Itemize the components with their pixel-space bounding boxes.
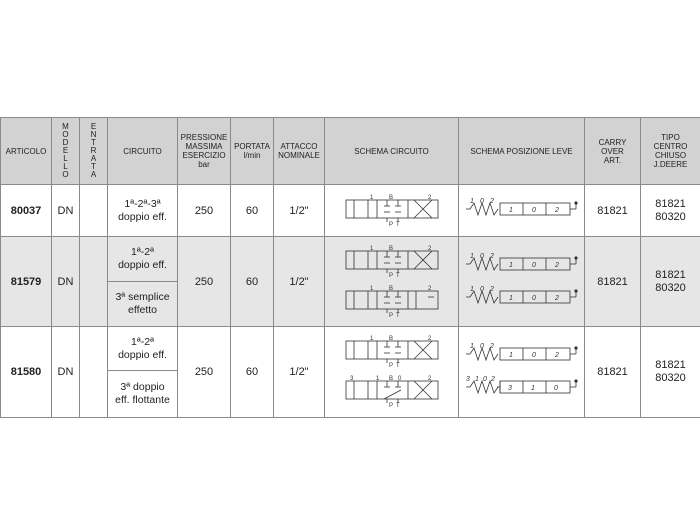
- svg-text:0: 0: [553, 385, 558, 392]
- carry-over-cell: 81821: [585, 327, 641, 418]
- carry-over-cell: 81821: [585, 185, 641, 237]
- svg-text:1: 1: [508, 352, 513, 359]
- svg-text:0: 0: [531, 352, 536, 359]
- entrata-cell: [80, 237, 108, 327]
- tipo-centro-cell: 81821 80320: [641, 237, 700, 327]
- svg-text:2: 2: [427, 285, 431, 292]
- svg-text:1: 1: [469, 198, 474, 205]
- modello-cell: DN: [52, 185, 80, 237]
- portata-cell: 60: [231, 237, 274, 327]
- svg-text:1: 1: [369, 285, 373, 292]
- svg-text:2: 2: [490, 376, 495, 383]
- table-row: [1, 327, 700, 371]
- svg-text:1: 1: [369, 245, 373, 252]
- svg-text:0: 0: [531, 207, 536, 214]
- svg-text:P: P: [388, 403, 393, 409]
- svg-text:1: 1: [508, 207, 513, 214]
- svg-text:2: 2: [554, 294, 559, 302]
- lever-diagram: [459, 376, 584, 401]
- header-portata: PORTATA l/min: [231, 118, 274, 185]
- svg-text:P: P: [388, 272, 393, 279]
- svg-text:0: 0: [479, 198, 484, 205]
- tipo-centro-cell: 81821 80320: [641, 185, 700, 237]
- circuito-cell: 1ª-2ª doppio eff.: [108, 327, 178, 371]
- svg-text:2: 2: [489, 343, 494, 350]
- svg-text:T: T: [395, 312, 400, 319]
- entrata-cell: [80, 327, 108, 418]
- valve-schematic: [325, 245, 458, 279]
- svg-text:2: 2: [489, 285, 494, 293]
- svg-text:P: P: [388, 363, 393, 369]
- svg-text:3: 3: [349, 376, 353, 382]
- tipo-centro-cell: 81821 80320: [641, 327, 700, 418]
- svg-text:B: B: [388, 245, 393, 252]
- valve-schematic: [325, 194, 458, 228]
- svg-text:0: 0: [531, 261, 536, 269]
- circuito-cell: 3ª doppio eff. flottante: [108, 371, 178, 418]
- valve-schematic: [325, 375, 458, 409]
- header-schema-circuito: SCHEMA CIRCUITO: [325, 118, 459, 185]
- svg-text:1: 1: [469, 252, 474, 260]
- svg-text:2: 2: [554, 261, 559, 269]
- header-pressione: PRESSIONE MASSIMA ESERCIZIO bar: [178, 118, 231, 185]
- schema-circuito-cell: [325, 185, 459, 237]
- lever-diagram: [459, 198, 584, 223]
- svg-text:T: T: [395, 272, 400, 279]
- schema-leve-cell: [459, 185, 585, 237]
- table-row: [1, 237, 700, 282]
- svg-text:T: T: [395, 221, 400, 228]
- pressione-cell: 250: [178, 185, 231, 237]
- svg-text:2: 2: [554, 207, 559, 214]
- svg-text:T: T: [395, 363, 400, 369]
- modello-cell: DN: [52, 237, 80, 327]
- carry-over-cell: 81821: [585, 237, 641, 327]
- svg-text:B: B: [388, 376, 393, 382]
- svg-text:1: 1: [530, 385, 535, 392]
- header-modello: MODELLO: [52, 118, 80, 185]
- svg-text:2: 2: [427, 245, 431, 252]
- header-articolo: ARTICOLO: [1, 118, 52, 185]
- svg-text:2: 2: [489, 252, 494, 260]
- lever-diagram: [459, 343, 584, 368]
- schema-leve-cell: [459, 237, 585, 327]
- attacco-cell: 1/2": [274, 327, 325, 418]
- articolo-cell: 80037: [1, 185, 52, 237]
- valve-spec-table: [0, 117, 700, 418]
- pressione-cell: 250: [178, 327, 231, 418]
- header-circuito: CIRCUITO: [108, 118, 178, 185]
- circuito-cell: 1ª-2ª-3ª doppio eff.: [108, 185, 178, 237]
- svg-text:1: 1: [369, 194, 373, 201]
- attacco-cell: 1/2": [274, 185, 325, 237]
- svg-text:2: 2: [554, 352, 559, 359]
- svg-text:2: 2: [427, 376, 431, 382]
- header-tipo-centro: TIPO CENTRO CHIUSO J.DEERE: [641, 118, 700, 185]
- schema-circuito-cell: [325, 237, 459, 327]
- svg-text:0: 0: [482, 376, 487, 383]
- table-row: [1, 185, 700, 237]
- svg-text:1: 1: [469, 285, 474, 293]
- valve-schematic: [325, 335, 458, 369]
- svg-text:B: B: [388, 336, 393, 342]
- svg-text:T: T: [395, 403, 400, 409]
- svg-text:0: 0: [479, 343, 484, 350]
- svg-text:0: 0: [479, 252, 484, 260]
- svg-text:P: P: [388, 221, 393, 228]
- lever-diagram: [459, 253, 584, 278]
- svg-text:1: 1: [508, 294, 513, 302]
- svg-text:2: 2: [489, 198, 494, 205]
- svg-text:1: 1: [474, 376, 479, 383]
- schema-circuito-cell: [325, 327, 459, 418]
- lever-diagram: [459, 286, 584, 311]
- svg-text:B: B: [388, 285, 393, 292]
- circuito-cell: 1ª-2ª doppio eff.: [108, 237, 178, 282]
- header-row: [1, 118, 700, 185]
- pressione-cell: 250: [178, 237, 231, 327]
- articolo-cell: 81580: [1, 327, 52, 418]
- circuito-cell: 3ª semplice effetto: [108, 282, 178, 327]
- attacco-cell: 1/2": [274, 237, 325, 327]
- svg-text:2: 2: [427, 336, 431, 342]
- svg-text:0: 0: [531, 294, 536, 302]
- svg-text:P: P: [388, 312, 393, 319]
- portata-cell: 60: [231, 327, 274, 418]
- header-entrata: ENTRATA: [80, 118, 108, 185]
- svg-text:1: 1: [469, 343, 474, 350]
- portata-cell: 60: [231, 185, 274, 237]
- svg-text:3: 3: [507, 385, 512, 392]
- articolo-cell: 81579: [1, 237, 52, 327]
- header-schema-leve: SCHEMA POSIZIONE LEVE: [459, 118, 585, 185]
- header-attacco: ATTACCO NOMINALE: [274, 118, 325, 185]
- svg-text:0: 0: [479, 285, 484, 293]
- header-carry-over: CARRY OVER ART.: [585, 118, 641, 185]
- svg-text:1: 1: [369, 336, 373, 342]
- svg-text:2: 2: [427, 194, 431, 201]
- valve-schematic: [325, 285, 458, 319]
- schema-leve-cell: [459, 327, 585, 418]
- svg-text:1: 1: [375, 376, 379, 382]
- svg-text:0: 0: [397, 376, 401, 382]
- svg-text:1: 1: [508, 261, 513, 269]
- svg-text:3: 3: [465, 376, 470, 383]
- entrata-cell: [80, 185, 108, 237]
- svg-text:B: B: [388, 194, 393, 201]
- modello-cell: DN: [52, 327, 80, 418]
